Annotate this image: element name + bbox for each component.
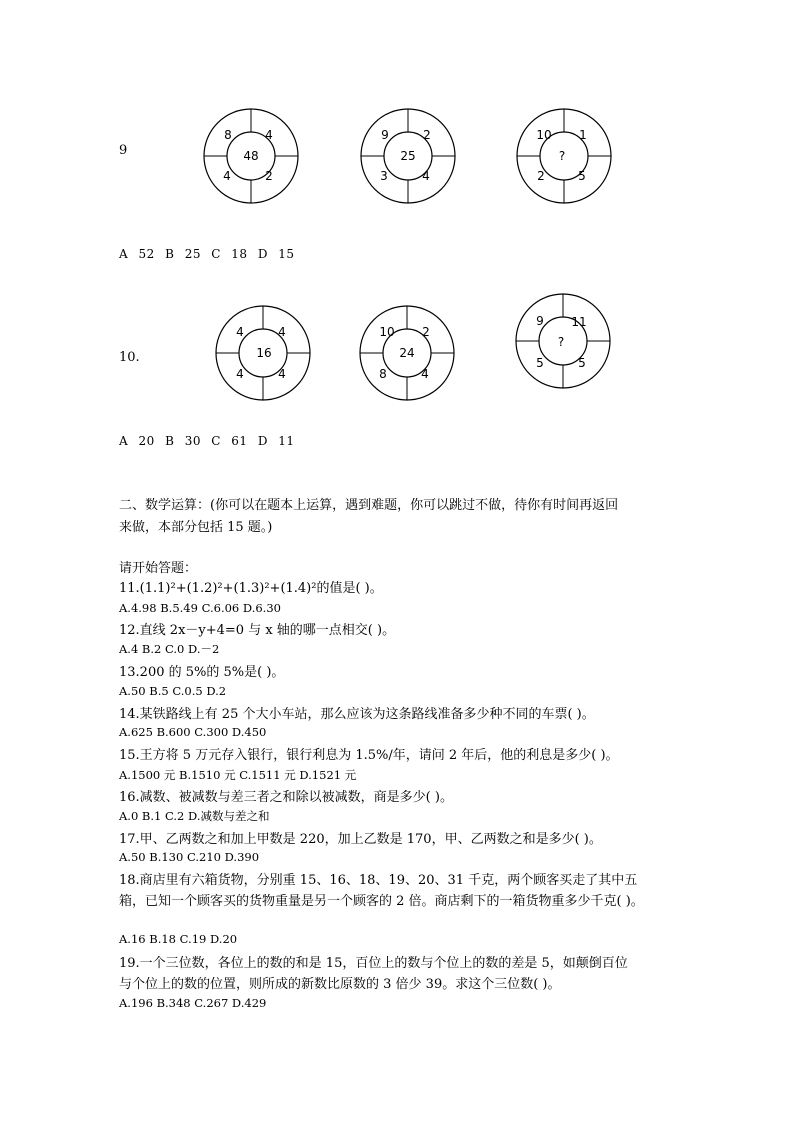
question-14-options: A.625 B.600 C.300 D.450: [119, 725, 267, 739]
ring-10-1-center: 16: [256, 346, 272, 360]
ring-10-3-bl: 5: [536, 356, 544, 370]
ring-10-3: [516, 294, 610, 388]
ring-10-2-tl: 10: [379, 325, 395, 339]
question-9-number: 9: [119, 143, 128, 158]
question-11-options: A.4.98 B.5.49 C.6.06 D.6.30: [119, 601, 281, 615]
question-9-options: A 52 B 25 C 18 D 15: [119, 247, 295, 261]
ring-9-1: [204, 109, 298, 203]
ring-10-2-center: 24: [399, 346, 415, 360]
question-15-text: 15.王方将 5 万元存入银行，银行利息为 1.5%/年，请问 2 年后，他的利息是多少( )。: [119, 748, 619, 763]
ring-9-1-tl: 8: [224, 128, 232, 142]
question-13-text: 13.200 的 5%的 5%是( )。: [119, 665, 285, 680]
question-12-options: A.4 B.2 C.0 D.－2: [119, 642, 220, 656]
question-10-options: A 20 B 30 C 61 D 11: [119, 434, 295, 448]
question-16-text: 16.减数、被减数与差三者之和除以被减数，商是多少( )。: [119, 790, 453, 805]
ring-9-2-center: 25: [400, 149, 416, 163]
question-12-text: 12.直线 2x－y+4=0 与 x 轴的哪一点相交( )。: [119, 623, 396, 638]
ring-9-2-tl: 9: [381, 128, 389, 142]
question-19-line1: 19.一个三位数，各位上的数的和是 15，百位上的数与个位上的数的差是 5，如颠倒百位: [119, 956, 628, 971]
ring-9-1-br: 2: [265, 169, 273, 183]
section-heading-line2: 来做，本部分包括 15 题。): [119, 520, 273, 535]
start-answering-label: 请开始答题：: [119, 561, 198, 576]
ring-9-3-bl: 2: [537, 169, 545, 183]
ring-9-3-center: ?: [558, 149, 566, 163]
question-14-text: 14.某铁路线上有 25 个大小车站，那么应该为这条路线准备多少种不同的车票( )。: [119, 707, 595, 722]
ring-9-1-center: 48: [243, 149, 259, 163]
ring-10-3-tr: 11: [571, 315, 587, 329]
question-17-options: A.50 B.130 C.210 D.390: [119, 850, 260, 864]
ring-10-2-bl: 8: [379, 367, 387, 381]
ring-9-2-tr: 2: [423, 128, 431, 142]
ring-9-3-br: 5: [578, 169, 586, 183]
ring-10-3-tl: 9: [536, 314, 544, 328]
ring-9-3: [517, 109, 611, 203]
ring-10-1-br: 4: [278, 367, 286, 381]
question-18-line2: 箱，已知一个顾客买的货物重量是另一个顾客的 2 倍。商店剩下的一箱货物重多少千克( )。: [119, 894, 644, 909]
ring-9-1-tr: 4: [265, 128, 273, 142]
question-19-line2: 与个位上的数的位置，则所成的新数比原数的 3 倍少 39。求这个三位数( )。: [119, 977, 561, 992]
ring-10-1: [216, 306, 310, 400]
ring-10-1-bl: 4: [236, 367, 244, 381]
section-heading-line1: 二、数学运算：(你可以在题本上运算，遇到难题，你可以跳过不做，待你有时间再返回: [119, 498, 619, 513]
ring-10-3-br: 5: [578, 356, 586, 370]
question-19-options: A.196 B.348 C.267 D.429: [119, 996, 267, 1010]
ring-10-1-tl: 4: [236, 325, 244, 339]
ring-10-1-tr: 4: [278, 325, 286, 339]
ring-10-2-br: 4: [421, 367, 429, 381]
question-10-number: 10.: [119, 350, 140, 365]
question-13-options: A.50 B.5 C.0.5 D.2: [119, 684, 227, 698]
question-18-line1: 18.商店里有六箱货物，分别重 15、16、18、19、20、31 千克，两个顾客买走了其中五: [119, 873, 638, 888]
question-18-options: A.16 B.18 C.19 D.20: [119, 932, 238, 946]
question-16-options: A.0 B.1 C.2 D.减数与差之和: [119, 809, 270, 823]
ring-9-3-tr: 1: [579, 128, 587, 142]
ring-10-3-center: ?: [557, 335, 565, 349]
question-17-text: 17.甲、乙两数之和加上甲数是 220，加上乙数是 170，甲、乙两数之和是多少( )。: [119, 832, 602, 847]
ring-9-2-br: 4: [422, 169, 430, 183]
question-11-text: 11.(1.1)²+(1.2)²+(1.3)²+(1.4)²的值是( )。: [119, 581, 383, 596]
ring-9-2: [361, 109, 455, 203]
ring-9-1-bl: 4: [223, 169, 231, 183]
ring-10-2-tr: 2: [422, 325, 430, 339]
ring-10-2: [360, 306, 454, 400]
question-15-options: A.1500 元 B.1510 元 C.1511 元 D.1521 元: [119, 768, 357, 782]
ring-puzzle-figures: [0, 0, 794, 460]
ring-9-2-bl: 3: [380, 169, 388, 183]
ring-9-3-tl: 10: [536, 128, 552, 142]
